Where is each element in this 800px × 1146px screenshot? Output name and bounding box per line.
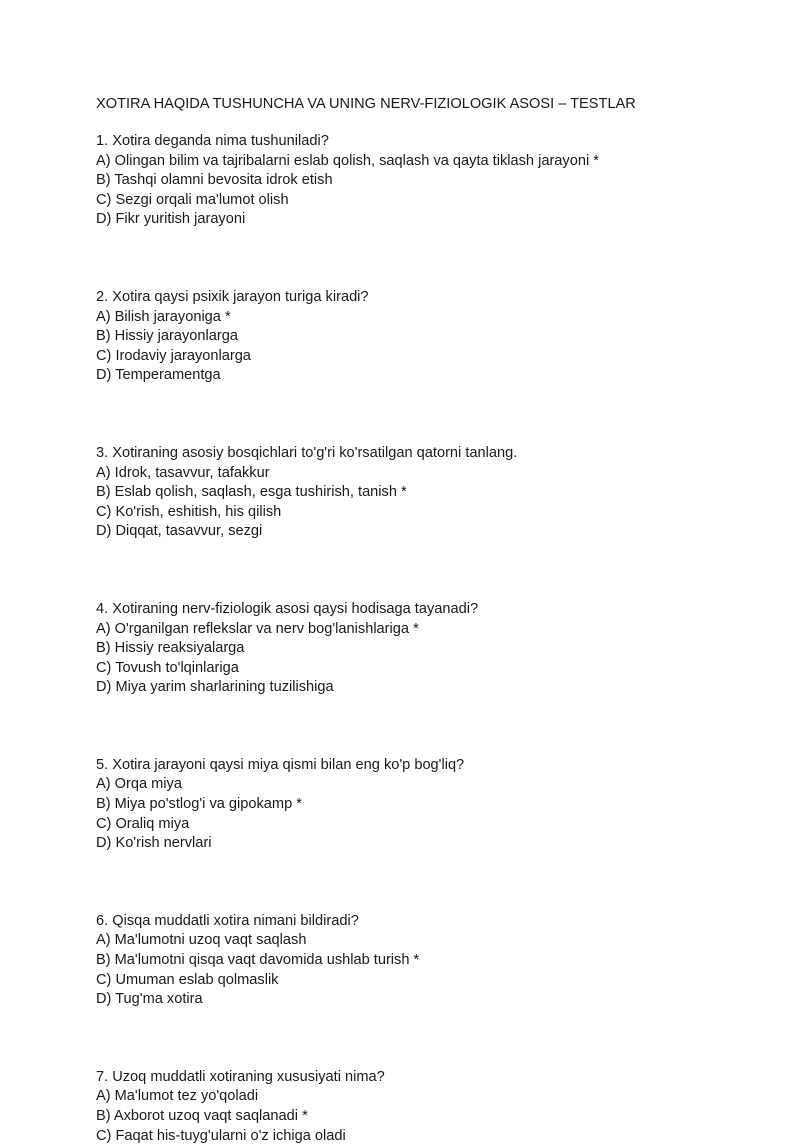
option-b: B) Hissiy reaksiyalarga — [96, 640, 245, 657]
option-d: D) Fikr yuritish jarayoni — [96, 211, 246, 228]
option-d: D) Ko'rish nervlari — [96, 835, 212, 852]
question-text: 7. Uzoq muddatli xotiraning xususiyati nima? — [96, 1068, 385, 1085]
option-d: D) Diqqat, tasavvur, sezgi — [96, 523, 263, 540]
question-text: 2. Xotira qaysi psixik jarayon turiga kiradi? — [96, 288, 369, 305]
option-b: B) Ma'lumotni qisqa vaqt davomida ushlab turish * — [96, 952, 420, 969]
option-a: A) Ma'lumotni uzoq vaqt saqlash — [96, 932, 307, 949]
option-b: B) Axborot uzoq vaqt saqlanadi * — [96, 1108, 308, 1124]
question-text: 3. Xotiraning asosiy bosqichlari to'g'ri ko'rsatilgan qatorni tanlang. — [96, 444, 518, 461]
question-7 — [96, 1068, 776, 1146]
option-c: C) Umuman eslab qolmaslik — [96, 971, 279, 988]
option-c: C) Faqat his-tuyg'ularni o'z ichiga oladi — [96, 1127, 346, 1144]
option-c: C) Ko'rish, eshitish, his qilish — [96, 503, 282, 520]
question-text: 4. Xotiraning nerv-fiziologik asosi qaysi hodisaga tayanadi? — [96, 600, 479, 617]
option-a: A) Olingan bilim va tajribalarni eslab qolish, saqlash va qayta tiklash jarayoni * — [96, 152, 599, 169]
question-3 — [96, 444, 776, 542]
question-5 — [96, 756, 776, 854]
option-b: B) Tashqi olamni bevosita idrok etish — [96, 172, 333, 189]
question-text: 6. Qisqa muddatli xotira nimani bildiradi? — [96, 912, 359, 929]
option-c: C) Tovush to'lqinlariga — [96, 659, 239, 676]
option-d: D) Miya yarim sharlarining tuzilishiga — [96, 679, 334, 696]
option-d: D) Temperamentga — [96, 367, 221, 384]
option-c: C) Sezgi orqali ma'lumot olish — [96, 191, 289, 208]
option-a: A) Bilish jarayoniga * — [96, 308, 231, 325]
option-c: C) Irodaviy jarayonlarga — [96, 347, 251, 364]
question-text: 5. Xotira jarayoni qaysi miya qismi bilan eng ko'p bog'liq? — [96, 756, 465, 773]
option-a: A) Ma'lumot tez yo'qoladi — [96, 1088, 259, 1105]
question-text: 1. Xotira deganda nima tushuniladi? — [96, 133, 329, 149]
option-a: A) O'rganilgan reflekslar va nerv bog'lanishlariga * — [96, 620, 419, 637]
question-2 — [96, 288, 776, 386]
document-page — [96, 94, 776, 1146]
option-a: A) Idrok, tasavvur, tafakkur — [96, 464, 270, 481]
question-4 — [96, 600, 776, 698]
option-a: A) Orqa miya — [96, 776, 182, 793]
option-b: B) Miya po'stlog'i va gipokamp * — [96, 796, 302, 813]
option-c: C) Oraliq miya — [96, 815, 190, 832]
option-b: B) Eslab qolish, saqlash, esga tushirish, tanish * — [96, 484, 407, 501]
option-b: B) Hissiy jarayonlarga — [96, 328, 238, 345]
question-6 — [96, 912, 776, 1010]
option-d: D) Tug'ma xotira — [96, 991, 203, 1008]
document-title: XOTIRA HAQIDA TUSHUNCHA VA UNING NERV-FIZIOLOGIK ASOSI – TESTLAR — [96, 96, 636, 112]
question-1 — [96, 132, 776, 230]
